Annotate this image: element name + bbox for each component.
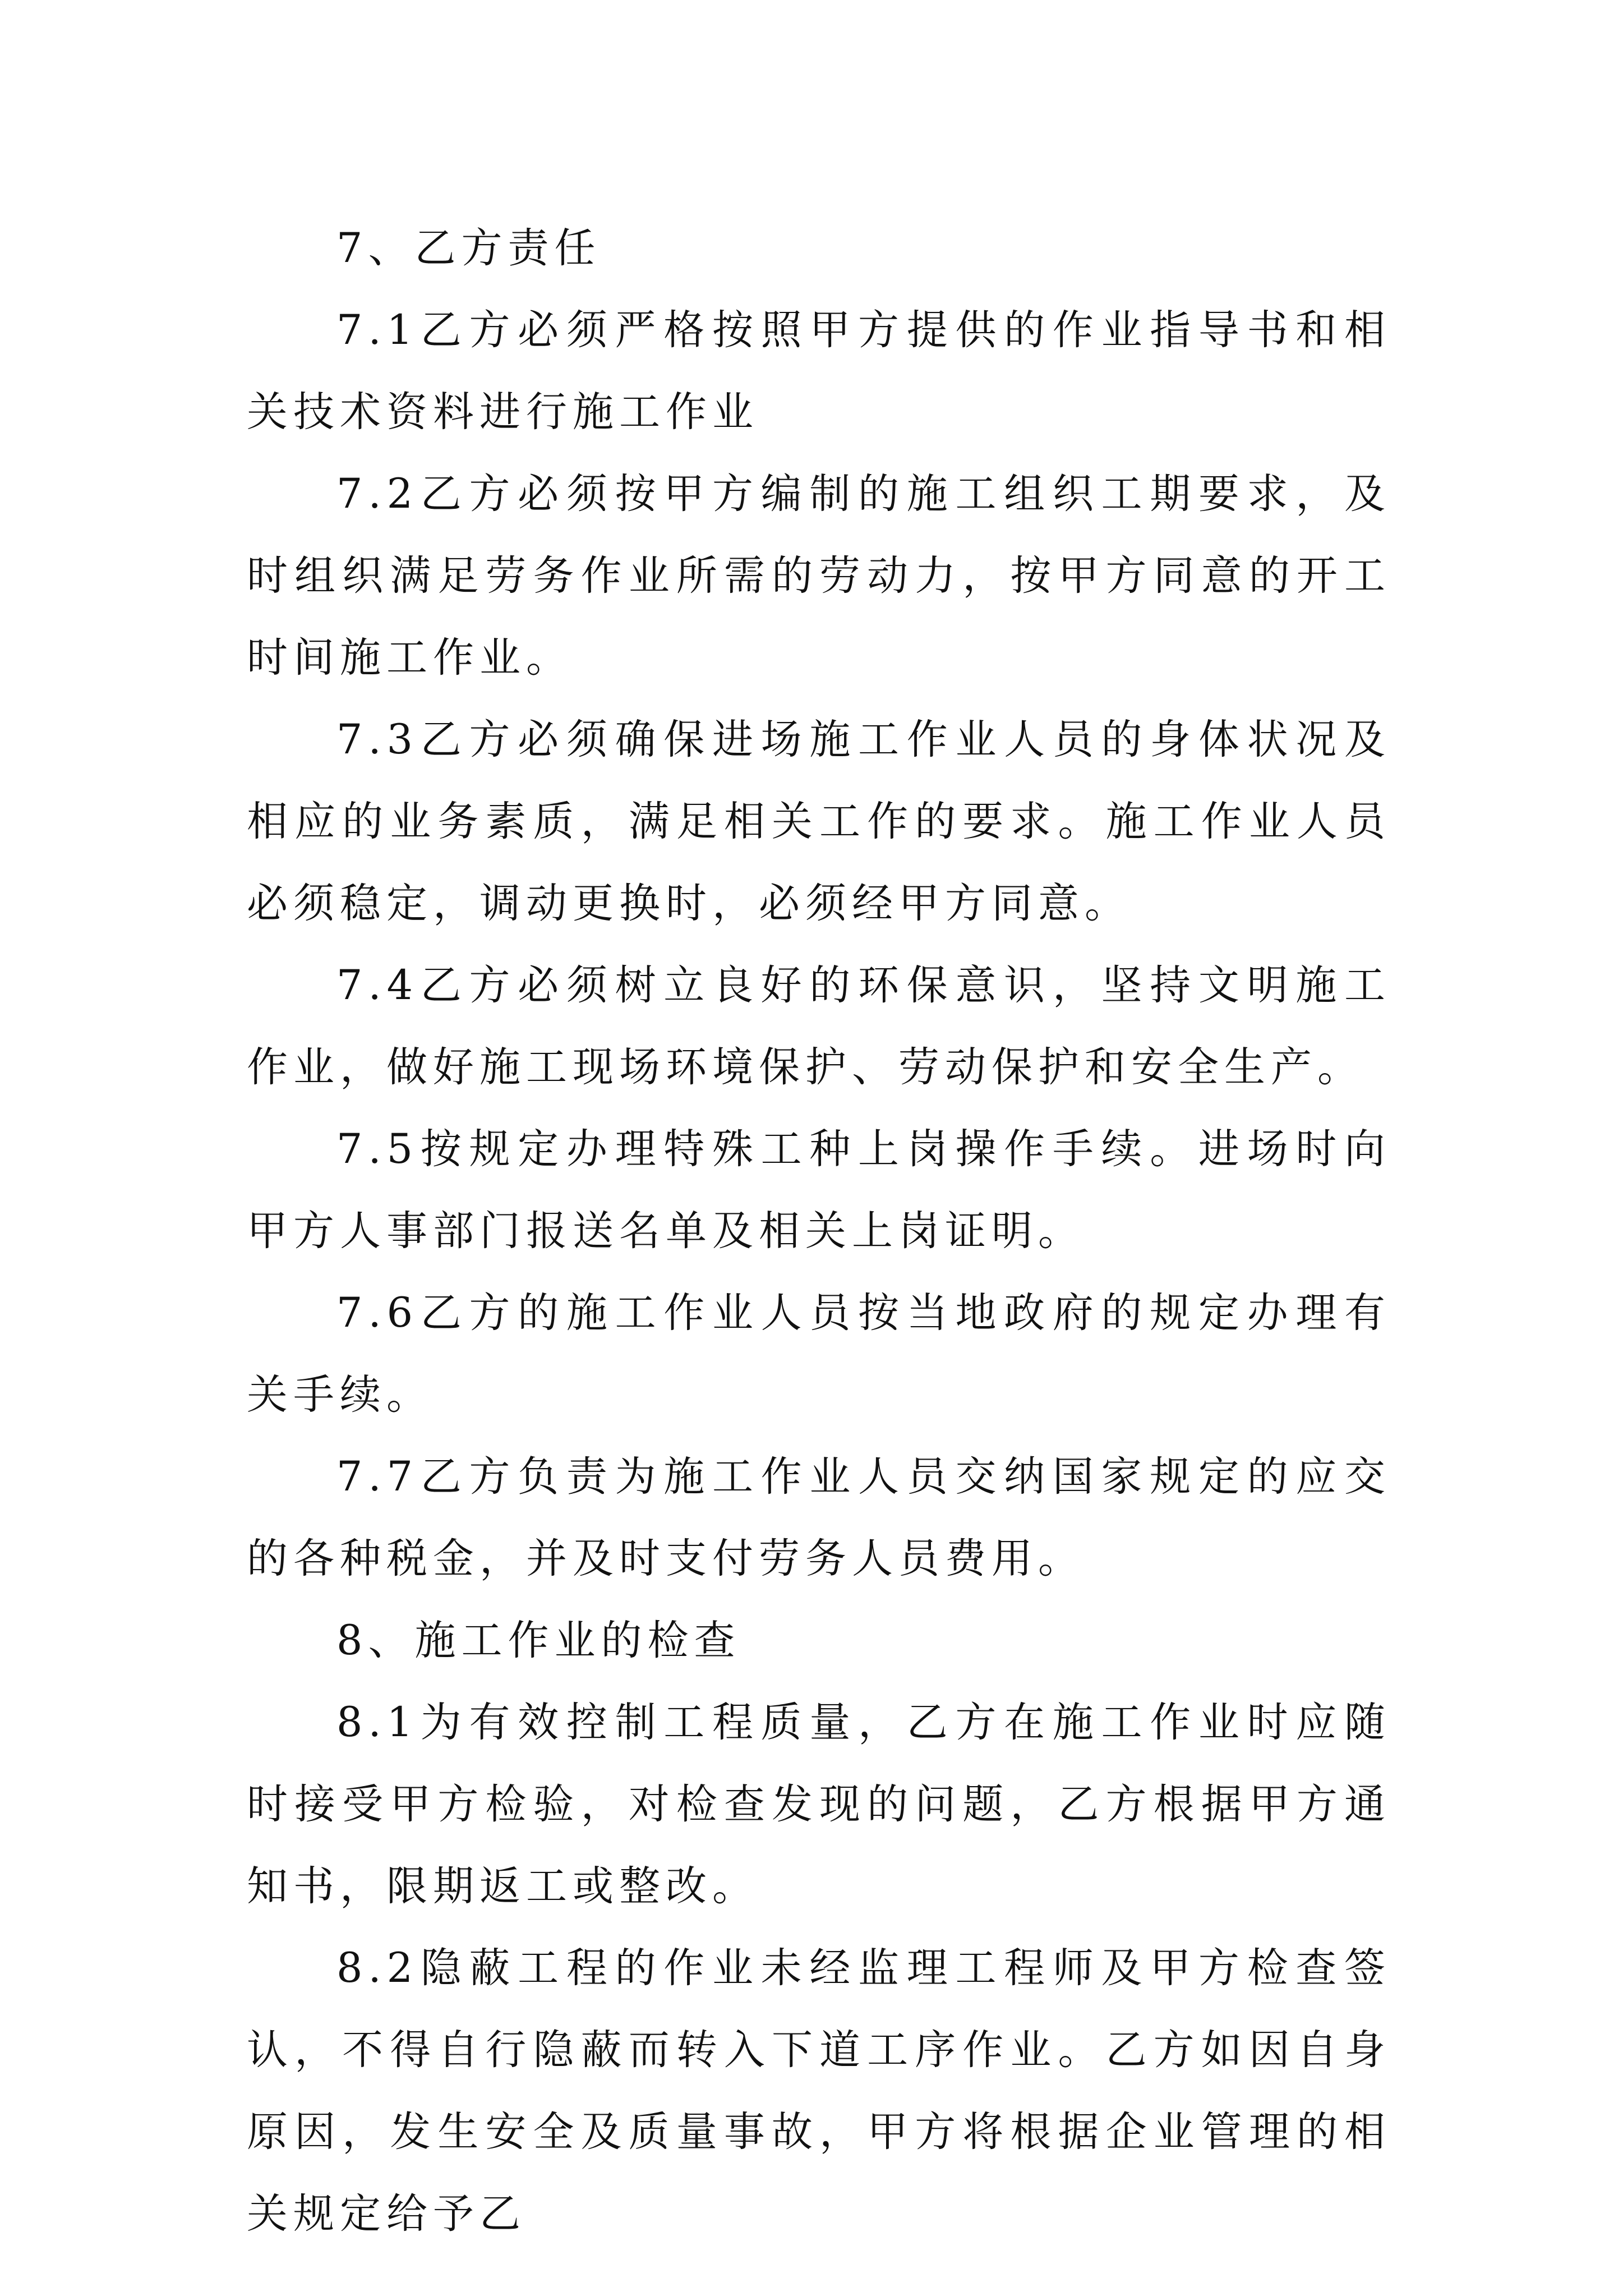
clause-7-1: 7.1乙方必须严格按照甲方提供的作业指导书和相关技术资料进行施工作业 (247, 306, 1391, 436)
clause-7-6: 7.6乙方的施工作业人员按当地政府的规定办理有关手续。 (247, 1289, 1391, 1419)
section-heading-7: 7、乙方责任 (336, 224, 601, 272)
section-heading-8: 8、施工作业的检查 (336, 1617, 741, 1664)
clause-7-5: 7.5按规定办理特殊工种上岗操作手续。进场时向甲方人事部门报送名单及相关上岗证明。 (247, 1125, 1391, 1255)
clause-7-7: 7.7乙方负责为施工作业人员交纳国家规定的应交的各种税金，并及时支付劳务人员费用。 (247, 1453, 1391, 1582)
clause-7-2: 7.2乙方必须按甲方编制的施工组织工期要求，及时组织满足劳务作业所需的劳动力，按甲方同意的开工时间施工作业。 (247, 470, 1391, 682)
document-page (247, 208, 1391, 2255)
clause-8-1: 8.1为有效控制工程质量，乙方在施工作业时应随时接受甲方检验，对检查发现的问题，乙方根据甲方通知书，限期返工或整改。 (247, 1699, 1391, 1910)
clause-7-4: 7.4乙方必须树立良好的环保意识，坚持文明施工作业，做好施工现场环境保护、劳动保护和安全生产。 (247, 961, 1391, 1091)
clause-8-2: 8.2隐蔽工程的作业未经监理工程师及甲方检查签认，不得自行隐蔽而转入下道工序作业。乙方如因自身原因，发生安全及质量事故，甲方将根据企业管理的相关规定给予乙 (247, 1944, 1391, 2238)
clause-7-3: 7.3乙方必须确保进场施工作业人员的身体状况及相应的业务素质，满足相关工作的要求。施工作业人员必须稳定，调动更换时，必须经甲方同意。 (247, 716, 1391, 927)
